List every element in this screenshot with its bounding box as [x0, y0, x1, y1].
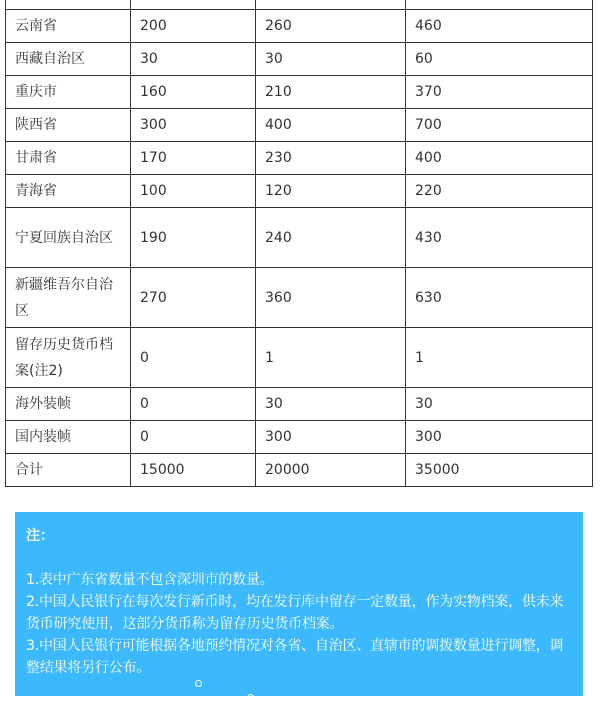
table-row — [6, 388, 593, 421]
cell-value-1: 100 — [131, 175, 256, 208]
cell-value-2: 210 — [256, 76, 406, 109]
cell-value-2: 30 — [256, 43, 406, 76]
cell-region: 海外装帧 — [6, 388, 131, 421]
table-row — [6, 10, 593, 43]
cell-region: 青海省 — [6, 175, 131, 208]
notes-box — [15, 512, 583, 696]
cell-value-3: 370 — [406, 76, 593, 109]
cell-value-2: 400 — [256, 109, 406, 142]
cell-region: 宁夏回族自治区 — [6, 208, 131, 268]
cell-value-1: 15000 — [131, 454, 256, 487]
cell-value-3: 1 — [406, 328, 593, 388]
table-row — [6, 76, 593, 109]
cell-value-3: 460 — [406, 10, 593, 43]
table-row — [6, 208, 593, 268]
cell-region: 新疆维吾尔自治区 — [6, 268, 131, 328]
table-row — [6, 109, 593, 142]
notes-title: 注： — [26, 528, 54, 544]
cell-region: 西藏自治区 — [6, 43, 131, 76]
cell-region — [6, 0, 131, 10]
allocation-table-container — [5, 0, 592, 487]
cell-value-1: 190 — [131, 208, 256, 268]
cell-value-3 — [406, 0, 593, 10]
table-row — [6, 0, 593, 10]
cell-value-1: 160 — [131, 76, 256, 109]
note-item-2: 2.中国人民银行在每次发行新币时，均在发行库中留存一定数量，作为实物档案，供未来货币研究使用，这部分货币称为留存历史货币档案。 — [26, 594, 564, 632]
cell-value-3: 30 — [406, 388, 593, 421]
cell-value-3: 300 — [406, 421, 593, 454]
table-row — [6, 328, 593, 388]
table-row — [6, 454, 593, 487]
table-row — [6, 175, 593, 208]
cell-value-1: 300 — [131, 109, 256, 142]
cell-region: 合计 — [6, 454, 131, 487]
note-item-1: 1.表中广东省数量不包含深圳市的数量。 — [26, 572, 274, 588]
loading-ring-icon — [195, 680, 202, 687]
cell-value-2: 360 — [256, 268, 406, 328]
cell-value-2: 230 — [256, 142, 406, 175]
loading-ring-icon — [247, 694, 254, 701]
cell-value-2: 240 — [256, 208, 406, 268]
cell-value-3: 220 — [406, 175, 593, 208]
cell-value-2 — [256, 0, 406, 10]
cell-value-3: 35000 — [406, 454, 593, 487]
cell-value-1: 170 — [131, 142, 256, 175]
cell-value-1: 0 — [131, 421, 256, 454]
cell-value-2: 120 — [256, 175, 406, 208]
cell-value-1 — [131, 0, 256, 10]
cell-value-1: 270 — [131, 268, 256, 328]
cell-value-2: 20000 — [256, 454, 406, 487]
table-row — [6, 421, 593, 454]
cell-region: 云南省 — [6, 10, 131, 43]
cell-value-2: 1 — [256, 328, 406, 388]
cell-region: 甘肃省 — [6, 142, 131, 175]
cell-value-3: 630 — [406, 268, 593, 328]
table-row — [6, 142, 593, 175]
allocation-table — [5, 0, 593, 487]
cell-region: 重庆市 — [6, 76, 131, 109]
cell-value-3: 700 — [406, 109, 593, 142]
cell-value-3: 60 — [406, 43, 593, 76]
cell-value-1: 30 — [131, 43, 256, 76]
cell-region: 留存历史货币档案(注2) — [6, 328, 131, 388]
cell-value-2: 260 — [256, 10, 406, 43]
cell-value-2: 30 — [256, 388, 406, 421]
cell-value-1: 200 — [131, 10, 256, 43]
cell-value-3: 430 — [406, 208, 593, 268]
note-item-3: 3.中国人民银行可能根据各地预约情况对各省、自治区、直辖市的调拨数量进行调整，调整结果将另行公布。 — [26, 638, 564, 676]
cell-region: 陕西省 — [6, 109, 131, 142]
cell-value-1: 0 — [131, 388, 256, 421]
table-row — [6, 43, 593, 76]
cell-value-3: 400 — [406, 142, 593, 175]
table-row — [6, 268, 593, 328]
cell-value-2: 300 — [256, 421, 406, 454]
cell-value-1: 0 — [131, 328, 256, 388]
cell-region: 国内装帧 — [6, 421, 131, 454]
